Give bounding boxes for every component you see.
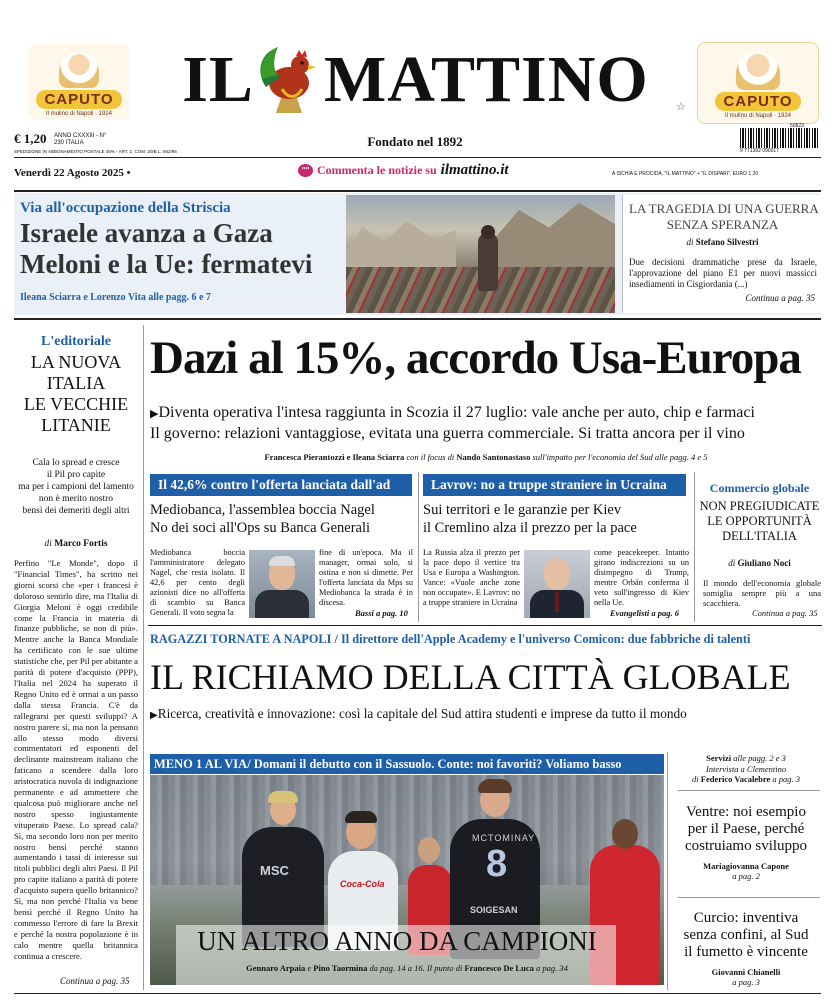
jersey-sponsor: MSC: [260, 863, 289, 878]
napoli-headline[interactable]: IL RICHIAMO DELLA CITTÀ GLOBALE: [150, 657, 791, 697]
ventre-block[interactable]: [670, 804, 822, 881]
main-byline-mid: con il focus di: [406, 452, 455, 462]
nagel-hair: [269, 556, 295, 566]
mediobanca-headline-2: No dei soci all'Ops su Banca Generali: [150, 520, 371, 536]
lavrov-ref[interactable]: Evangelisti a pag. 6: [610, 608, 679, 618]
jersey-sponsor-2: SOIGESAN: [470, 905, 518, 915]
jersey-sponsor-3: Coca-Cola: [340, 879, 385, 889]
ventre-author: Mariagiovanna Capone: [703, 861, 789, 871]
main-sub-1: [150, 404, 825, 423]
sport-headline[interactable]: UN ALTRO ANNO DA CAMPIONI: [197, 926, 597, 956]
child-head: [481, 225, 495, 239]
intervista-prefix: di: [692, 774, 699, 784]
ventre-line-3: costruiamo sviluppo: [684, 838, 808, 854]
tragedy-title-1: LA TRAGEDIA DI UNA GUERRA: [629, 201, 819, 216]
commercio-title-3: DELL'ITALIA: [722, 529, 797, 543]
sport-byline-end: a pag. 34: [535, 963, 568, 973]
gaza-headline-2[interactable]: Meloni e la Ue: fermatevi: [20, 249, 313, 279]
editorial-title-2: ITALIA: [46, 373, 106, 393]
baker-icon: [59, 52, 99, 88]
commercio-kicker: Commercio globale: [709, 481, 810, 495]
servizi-ref: alle pagg. 2 e 3: [733, 753, 786, 763]
main-byline-end: sull'impatto per l'economia del Sud alle pagg. 4 e 5: [532, 452, 708, 462]
founded: Fondato nel 1892: [367, 134, 463, 149]
triangle-icon: ▶: [150, 710, 158, 721]
sport-byline-b: Pino Taormina: [313, 963, 368, 973]
commercio-body: Il mondo dell'economia globale somiglia sempre più a una scacchiera.: [703, 578, 821, 608]
jersey-number: 8: [486, 843, 508, 885]
editorial-summary: [14, 457, 138, 517]
curcio-line-1: Curcio: inventiva: [693, 910, 799, 926]
curcio-author: Giovanni Chianelli: [711, 967, 781, 977]
caputo-ad-left[interactable]: [28, 44, 130, 120]
player-8-hair: [478, 779, 512, 793]
caputo-brand: CAPUTO: [36, 90, 121, 109]
ischia-note: A ISCHIA E PROCIDA, "IL MATTINO" + "IL DISPARI", EURO 1,20: [612, 171, 759, 177]
sport-byline-mid: da pag. 14 a 16. Il punto di: [369, 963, 463, 973]
editorial-title[interactable]: [14, 352, 138, 436]
coach-hair: [345, 811, 377, 823]
jersey-name: MCTOMINAY: [472, 833, 536, 843]
mediobanca-bar[interactable]: Il 42,6% contro l'offerta lanciata dall'ad: [150, 474, 412, 496]
napoli-sub-text: Ricerca, creatività e innovazione: così la capitale del Sud attira studenti e imprese da tutto il mondo: [157, 706, 687, 721]
caputo-tagline: Il mulino di Napoli · 1924: [724, 113, 792, 119]
issue-info: ANNO CXXXIII - N° 230 ITALIA: [54, 133, 107, 146]
editorial-summary-4: non è merito nostro: [38, 494, 114, 504]
caputo-tagline: Il mulino di Napoli · 1924: [45, 111, 113, 117]
ventre-line-1: Ventre: noi esempio: [686, 804, 806, 820]
gaza-byline: Ileana Sciarra e Lorenzo Vita alle pagg. 6 e 7: [20, 292, 211, 303]
curcio-line-3: il fumetto è vincente: [684, 944, 808, 960]
ruins-right: [495, 203, 615, 273]
main-sub-1-text: Diventa operativa l'intesa raggiunta in Scozia il 27 luglio: vale anche per auto, chip e farmaci: [158, 404, 755, 421]
servizi-block[interactable]: [670, 753, 822, 785]
intervista-author: Federico Vacalebre: [700, 774, 771, 784]
putin-tie: [555, 592, 559, 612]
sport-byline-a: Gennaro Arpaia: [246, 963, 306, 973]
mediobanca-headline-1: Mediobanca, l'assemblea boccia Nagel: [150, 502, 375, 518]
gaza-kicker[interactable]: Via all'occupazione della Striscia: [20, 200, 231, 216]
masthead-title[interactable]: [148, 40, 683, 120]
player-1-hair: [268, 791, 298, 803]
date: Venerdì 22 Agosto 2025 •: [14, 167, 131, 179]
lavrov-bar[interactable]: Lavrov: no a truppe straniere in Ucraina: [423, 474, 686, 496]
chat-bubble-icon: "": [298, 164, 313, 177]
tragedy-box[interactable]: [622, 195, 821, 313]
ventre-ref: a pag. 2: [732, 871, 760, 881]
caputo-ad-right[interactable]: [697, 42, 819, 124]
baker-icon: [736, 52, 780, 90]
editorial-author: [14, 539, 138, 549]
mediobanca-ref[interactable]: Bassi a pag. 10: [355, 608, 408, 618]
intervista: Intervista a Clementino: [705, 763, 787, 774]
shipping-info: SPEDIZIONE IN ABBONAMENTO POSTALE 45% - ART. 2, COM. 20/B L. 662/96: [14, 149, 177, 154]
editorial-author-prefix: di: [44, 539, 52, 549]
sport-byline-and: e: [307, 963, 312, 973]
tragedy-continue[interactable]: Continua a pag. 35: [745, 293, 815, 303]
lavrov-headline-2: il Cremlino alza il prezzo per la pace: [423, 520, 637, 536]
rooster-icon: [256, 43, 322, 117]
commercio-title[interactable]: [697, 499, 822, 544]
barcode: [740, 128, 818, 154]
commercio-continue[interactable]: Continua a pag. 35: [752, 608, 818, 618]
editorial-author-name: Marco Fortis: [54, 539, 108, 549]
triangle-icon: ▶: [150, 408, 159, 420]
editorial-summary-3: ma per i campioni del lamento: [18, 482, 134, 492]
commercio-author-prefix: di: [728, 558, 736, 568]
mediobanca-headline[interactable]: [150, 501, 415, 537]
editorial-title-3: LE VECCHIE: [23, 394, 129, 414]
gaza-headline-1[interactable]: Israele avanza a Gaza: [20, 218, 273, 248]
putin-photo: [524, 550, 590, 618]
putin-head: [544, 558, 570, 590]
gaza-photo[interactable]: [346, 195, 615, 313]
sport-byline-c: Francesco De Luca: [464, 963, 534, 973]
main-byline: [150, 452, 822, 462]
price: € 1,20: [14, 131, 47, 146]
editorial-summary-5: bensì dei demeriti degli altri: [22, 506, 130, 516]
player-right-head: [612, 819, 638, 849]
commercio-title-1: NON PREGIUDICATE: [699, 499, 820, 513]
main-headline[interactable]: Dazi al 15%, accordo Usa-Europa: [150, 332, 801, 384]
lavrov-headline[interactable]: [423, 501, 691, 537]
tragedy-title-2: SENZA SPERANZA: [666, 217, 779, 232]
tragedy-author: [623, 237, 822, 247]
lavrov-headline-1: Sui territori e le garanzie per Kiev: [423, 502, 622, 518]
ruins-left: [346, 215, 456, 275]
mediobanca-body-right: fine di un'epoca. Ma il manager, ormai solo, si ostina e non si dimette. Per l'offerta lanciata da Mps su Mediobanca la strada è in discesa.: [319, 548, 413, 607]
commercio-author: [697, 558, 822, 568]
nagel-suit: [255, 590, 309, 618]
main-sub-2: Il governo: relazioni vantaggiose, evitata una guerra commerciale. Si tratta ancora per il vino: [150, 425, 745, 442]
lavrov-body-right: come peacekeeper. Intanto girano indiscrezioni su un disimpegno di Trump, mentre Orbán conferma il veto sull'ingresso di Kiev nella Ue.: [594, 548, 689, 607]
tragedy-body: Due decisioni drammatiche prese da Israele, l'approvazione del piano E1 per nuovi massicci insediamenti in Cisgiordania (...): [629, 257, 817, 289]
comment-prefix: Commenta le notizie su: [317, 163, 437, 177]
main-byline-authors: Francesca Pierantozzi e Ileana Sciarra: [264, 452, 405, 462]
barcode-bars: [740, 128, 818, 148]
barcode-issue: 50823: [790, 123, 804, 129]
editorial-continue[interactable]: Continua a pag. 35: [60, 976, 130, 986]
commercio-title-2: LE OPPORTUNITÀ: [707, 514, 812, 528]
napoli-sub: [150, 706, 825, 722]
main-byline-focus: Nando Santonastaso: [456, 452, 531, 462]
tragedy-author-prefix: di: [686, 237, 694, 247]
star-icon: ☆: [676, 101, 686, 113]
intervista-ref: a pag. 3: [772, 774, 800, 784]
curcio-line-2: senza confini, al Sud: [683, 927, 809, 943]
player-red-head: [418, 837, 440, 863]
sport-byline: [150, 963, 664, 973]
masthead-title-right: MATTINO: [323, 43, 649, 116]
tragedy-author-name: Stefano Silvestri: [695, 237, 759, 247]
crowd: [150, 775, 664, 885]
ventre-line-2: per il Paese, perché: [687, 821, 805, 837]
editorial-title-4: LITANIE: [41, 415, 111, 435]
editorial-summary-1: Cala lo spread e cresce: [32, 458, 120, 468]
comment-link[interactable]: [298, 162, 509, 179]
masthead-title-left: IL: [182, 43, 254, 116]
editorial-body: Perfino "Le Monde", dopo il "Financial Times", ha scritto nei giorni scorsi che «per i francesi è doloroso sentirlo dire, ma l'Italia di Giorgia Meloni è oggi credibile come la Francia in materia di finanze pubbliche, se non di più». Mentre anche la Banca Mondiale ha certificato con le sue ultime statistiche che, per Pil per abitante a parità di potere d'acquisto (PPP), l'Italia nel 2024 ha superato il Regno Unito ed è ormai a un passo dalla stessa Francia. C'è da rallegrarsi per questi sviluppi? A nostro parere sì, ma non la pensano allo stesso modo diversi commentatori ed esponenti del declinante mainstream italiano che faticano a scendere dalla loro aristocratica nuvola di indignazione permanente e ad ammettere che qualcosa può migliorare anche nel nostro spesso ingiustamente vituperato Paese. Lo spread cala? Sì, ma secondo loro non per merito nostro bensì perché stanno aumentando i tassi di interesse sui titoli pubblici degli altri Paesi. Il Pil pro capite italiano a parità di potere d'acquisto supera quello britannico? Sì, ma non perché l'Italia va bene bensì perché il Regno Unito ha commesso l'errore di fare la Brexit e perché la nostra popolazione è in calo mentre quella britannica continua a crescere.: [14, 558, 138, 961]
lavrov-body-left: La Russia alza il prezzo per la pace dopo il vertice tra Usa e Europa a Washington. Vance: «Vuole anche zone non occupate». E Lavrov: no a truppe straniere in Ucraina: [423, 548, 520, 607]
napoli-kicker: RAGAZZI TORNATE A NAPOLI / Il direttore dell'Apple Academy e l'universo Comicon: due fabbriche di talenti: [150, 632, 751, 646]
curcio-block[interactable]: [670, 910, 822, 987]
mediobanca-body-left: Mediobanca boccia l'amministratore delegato Nagel, che resta isolato. Il 42,6 per cento degli azionisti dice no all'offerta di scambio su Banca Generali. Il voto segna la: [150, 548, 245, 617]
sport-bar[interactable]: MENO 1 AL VIA/ Domani il debutto con il Sassuolo. Conte: noi favoriti? Voliamo basso: [150, 754, 664, 774]
website: ilmattino.it: [440, 162, 509, 178]
caputo-brand: CAPUTO: [715, 92, 800, 111]
editorial-kicker: L'editoriale: [41, 334, 111, 349]
editorial-summary-2: il Pil pro capite: [46, 470, 106, 480]
servizi-label: Servizi: [706, 753, 732, 763]
child-figure: [478, 233, 498, 291]
commercio-author-name: Giuliano Noci: [737, 558, 791, 568]
nagel-photo: [249, 550, 315, 618]
curcio-ref: a pag. 3: [732, 977, 760, 987]
barcode-number: 9 771392 090017: [740, 148, 779, 154]
editorial-title-1: LA NUOVA: [30, 352, 122, 372]
